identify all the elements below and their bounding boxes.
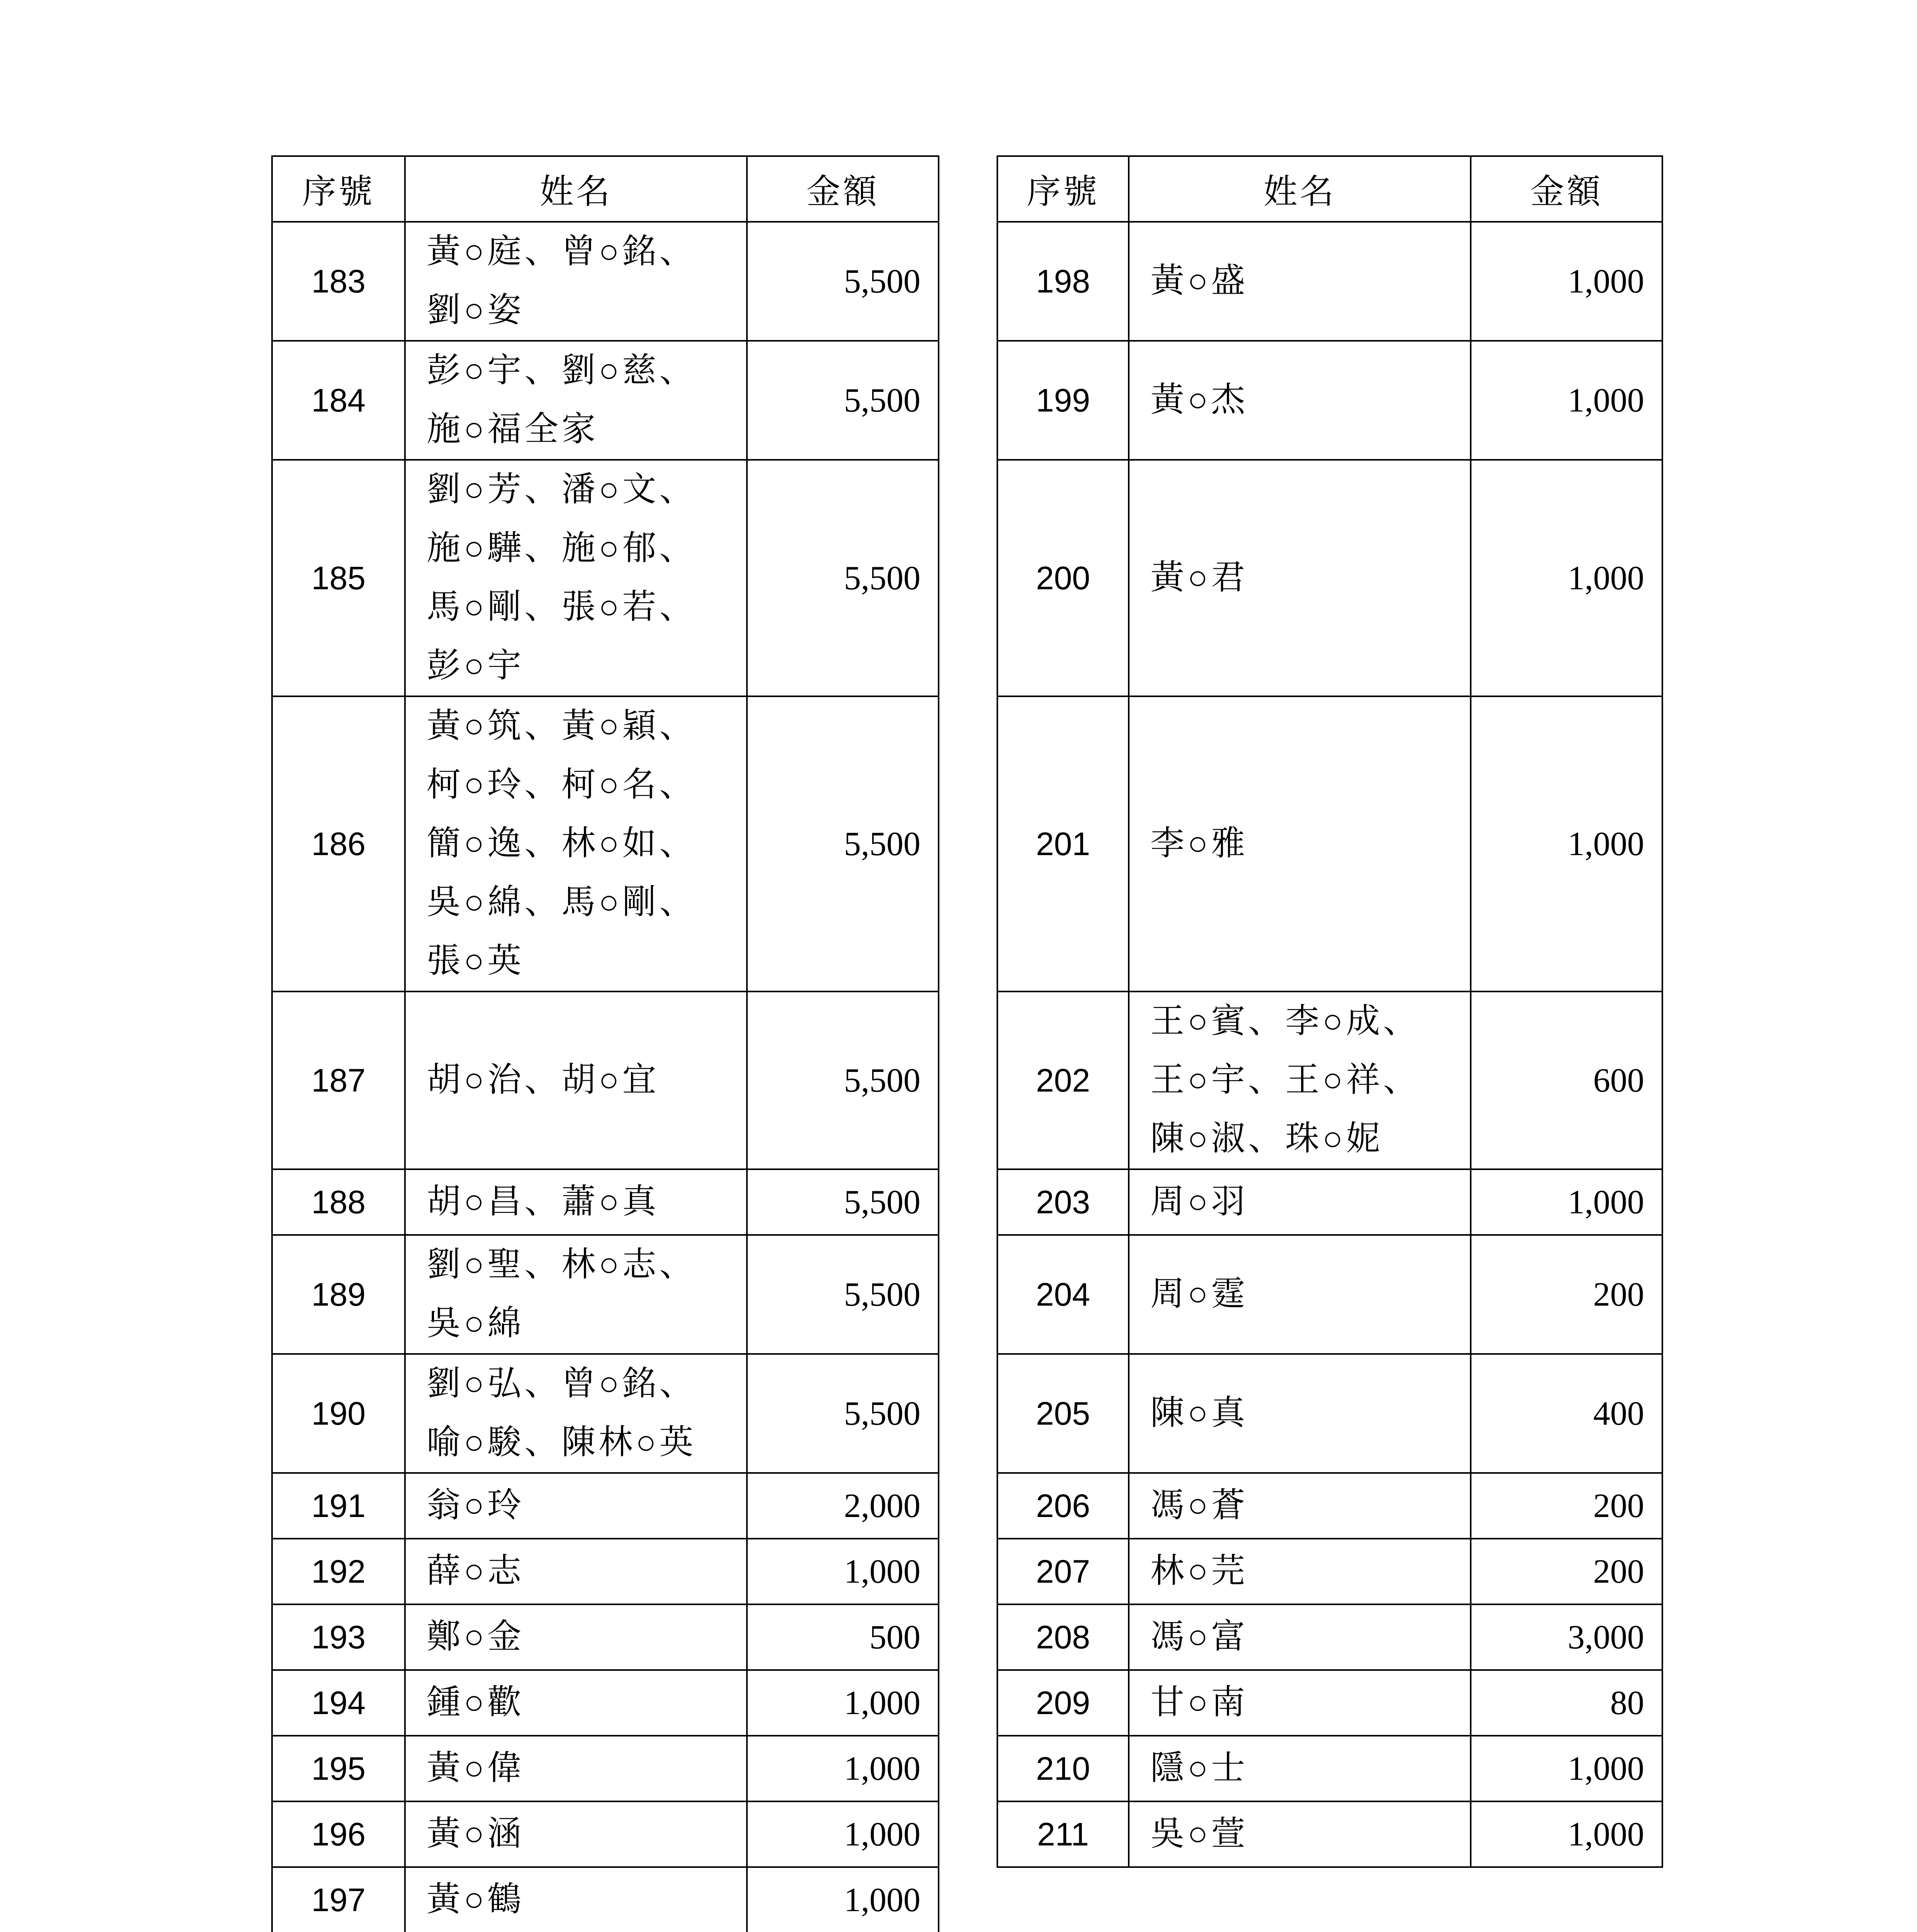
left-donor-names-cell — [405, 1670, 747, 1736]
right-donor-names-cell — [1129, 696, 1471, 992]
table-gap — [939, 1801, 997, 1867]
left-donor-names-cell — [405, 1473, 747, 1539]
serial-number: 191 — [311, 1487, 366, 1524]
right-serial-number-cell — [997, 1539, 1129, 1604]
left-donor-names-cell — [405, 1235, 747, 1354]
donor-name-line: 黃○君 — [1150, 559, 1249, 597]
left-donation-amount-cell — [747, 460, 939, 696]
left-serial-number-cell — [272, 1736, 405, 1801]
table-gap — [939, 1539, 997, 1604]
left-donation-amount-cell — [747, 696, 939, 992]
right-serial-number-cell — [997, 460, 1129, 696]
donation-amount: 1,000 — [1568, 559, 1644, 597]
donor-name-line: 劉○聖、林○志、 — [427, 1246, 697, 1284]
left-header-amount: 金額 — [747, 156, 939, 222]
right-donation-amount-cell — [1471, 222, 1662, 341]
donation-amount: 5,500 — [844, 1183, 920, 1221]
serial-number: 193 — [311, 1619, 366, 1655]
donor-name-line: 黃○杰 — [1150, 381, 1249, 419]
donor-name-line: 劉○弘、曾○銘、 — [427, 1365, 697, 1403]
right-serial-number-cell — [997, 1670, 1129, 1736]
donation-amount: 1,000 — [1568, 1750, 1644, 1787]
right-donor-names-cell — [1129, 341, 1471, 460]
left-donation-amount-cell — [747, 1604, 939, 1670]
table-row — [272, 341, 1662, 460]
right-serial-number-cell — [997, 1169, 1129, 1235]
left-donor-names-cell — [405, 1169, 747, 1235]
table-row — [272, 1736, 1662, 1801]
donor-name-line: 黃○鶴 — [427, 1881, 525, 1918]
donation-amount: 1,000 — [1568, 1815, 1644, 1853]
serial-number: 186 — [311, 825, 366, 862]
donor-name-line: 吳○綿 — [427, 1305, 525, 1342]
table-gap — [939, 1169, 997, 1235]
left-donation-amount-cell — [747, 1473, 939, 1539]
donation-amount: 1,000 — [844, 1684, 920, 1722]
table-body — [272, 222, 1662, 1932]
right-serial-number-cell — [997, 1604, 1129, 1670]
serial-number: 185 — [311, 560, 366, 596]
left-donor-names-cell — [405, 341, 747, 460]
donation-amount: 200 — [1593, 1487, 1644, 1525]
table-gap — [939, 460, 997, 696]
left-serial-number-cell — [272, 1169, 405, 1235]
table-gap — [939, 1867, 997, 1932]
right-serial-number-cell — [997, 1354, 1129, 1473]
donation-amount: 1,000 — [844, 1815, 920, 1853]
left-donation-amount-cell — [747, 1736, 939, 1801]
right-donor-names-cell — [1129, 1473, 1471, 1539]
table-row — [272, 1539, 1662, 1604]
donor-name-line: 鍾○歡 — [427, 1684, 525, 1721]
serial-number: 199 — [1036, 382, 1090, 418]
donation-amount: 200 — [1593, 1553, 1644, 1590]
right-header-name: 姓名 — [1129, 156, 1471, 222]
serial-number: 202 — [1036, 1062, 1090, 1099]
table-gap — [939, 696, 997, 992]
donor-name-line: 周○羽 — [1150, 1183, 1249, 1221]
left-donor-names-cell — [405, 1354, 747, 1473]
donor-name-line: 甘○南 — [1150, 1684, 1249, 1721]
right-serial-number-cell — [997, 992, 1129, 1169]
right-donor-names-cell — [1129, 1235, 1471, 1354]
table-gap — [939, 341, 997, 460]
table-row — [272, 992, 1662, 1169]
right-donor-names-cell — [1129, 1169, 1471, 1235]
serial-number: 210 — [1036, 1750, 1090, 1787]
left-serial-number-cell — [272, 1473, 405, 1539]
donor-name-line: 劉○姿 — [427, 292, 525, 329]
donation-amount: 5,500 — [844, 381, 920, 419]
table-row — [272, 222, 1662, 341]
serial-number: 194 — [311, 1684, 366, 1721]
table-row — [272, 1235, 1662, 1354]
serial-number: 187 — [311, 1062, 366, 1099]
right-donor-names-cell — [1129, 1670, 1471, 1736]
donor-name-line: 胡○治、胡○宜 — [427, 1061, 660, 1099]
left-serial-number-cell — [272, 992, 405, 1169]
table-row — [272, 696, 1662, 992]
serial-number: 197 — [311, 1881, 366, 1918]
donation-amount: 1,000 — [1568, 1183, 1644, 1221]
table-row — [272, 1473, 1662, 1539]
serial-number: 190 — [311, 1395, 366, 1432]
donor-name-line: 王○賓、李○成、 — [1150, 1003, 1420, 1040]
serial-number: 195 — [311, 1750, 366, 1787]
left-donor-names-cell — [405, 1736, 747, 1801]
donation-amount: 5,500 — [844, 825, 920, 863]
serial-number: 189 — [311, 1276, 366, 1313]
left-donation-amount-cell — [747, 1539, 939, 1604]
donor-name-line: 馮○富 — [1150, 1618, 1249, 1656]
donation-amount: 1,000 — [1568, 262, 1644, 300]
right-donor-names-cell — [1129, 1801, 1471, 1867]
right-serial-number-cell — [997, 696, 1129, 992]
left-donor-names-cell — [405, 1604, 747, 1670]
table-gap — [939, 1604, 997, 1670]
serial-number: 207 — [1036, 1553, 1090, 1590]
left-serial-number-cell — [272, 1539, 405, 1604]
donation-amount: 400 — [1593, 1395, 1644, 1432]
left-donation-amount-cell — [747, 1801, 939, 1867]
table-gap — [939, 1670, 997, 1736]
donor-name-line: 馮○蒼 — [1150, 1487, 1249, 1524]
donor-name-line: 吳○萱 — [1150, 1815, 1249, 1853]
table-header-row — [272, 156, 1662, 222]
donation-amount: 3,000 — [1568, 1618, 1644, 1656]
donation-amount: 2,000 — [844, 1487, 920, 1525]
serial-number: 183 — [311, 263, 366, 299]
left-header-name: 姓名 — [405, 156, 747, 222]
table-row — [272, 1670, 1662, 1736]
right-empty-cell — [1471, 1867, 1662, 1932]
donation-amount: 600 — [1593, 1061, 1644, 1099]
right-donation-amount-cell — [1471, 1670, 1662, 1736]
donor-name-line: 黃○涵 — [427, 1815, 525, 1853]
donor-name-line: 胡○昌、蕭○真 — [427, 1183, 660, 1221]
left-donor-names-cell — [405, 1539, 747, 1604]
right-donation-amount-cell — [1471, 1235, 1662, 1354]
left-donation-amount-cell — [747, 992, 939, 1169]
serial-number: 203 — [1036, 1184, 1090, 1220]
right-donor-names-cell — [1129, 1539, 1471, 1604]
table-gap — [939, 1736, 997, 1801]
donor-name-line: 喻○駿、陳林○英 — [427, 1424, 697, 1461]
donation-list-table — [271, 155, 1663, 1932]
donor-name-line: 薛○志 — [427, 1553, 525, 1590]
left-donor-names-cell — [405, 1867, 747, 1932]
serial-number: 184 — [311, 382, 366, 418]
left-donation-amount-cell — [747, 1235, 939, 1354]
donor-name-line: 簡○逸、林○如、 — [427, 825, 697, 862]
donation-amount: 1,000 — [1568, 825, 1644, 863]
donor-name-line: 隱○士 — [1150, 1750, 1249, 1787]
donation-amount: 500 — [869, 1618, 920, 1656]
table-row — [272, 460, 1662, 696]
serial-number: 205 — [1036, 1395, 1090, 1432]
donor-name-line: 翁○玲 — [427, 1487, 525, 1524]
table-gap — [939, 222, 997, 341]
table-row — [272, 1867, 1662, 1932]
table-gap — [939, 992, 997, 1169]
left-donor-names-cell — [405, 696, 747, 992]
left-serial-number-cell — [272, 1354, 405, 1473]
left-serial-number-cell — [272, 460, 405, 696]
left-serial-number-cell — [272, 1801, 405, 1867]
donor-name-line: 黃○盛 — [1150, 262, 1249, 300]
right-donation-amount-cell — [1471, 992, 1662, 1169]
donor-name-line: 黃○筑、黃○穎、 — [427, 707, 697, 745]
left-serial-number-cell — [272, 222, 405, 341]
right-donation-amount-cell — [1471, 1473, 1662, 1539]
right-donor-names-cell — [1129, 1604, 1471, 1670]
serial-number: 188 — [311, 1184, 366, 1220]
left-serial-number-cell — [272, 1670, 405, 1736]
right-donor-names-cell — [1129, 992, 1471, 1169]
left-donation-amount-cell — [747, 1169, 939, 1235]
donor-name-line: 林○芫 — [1150, 1553, 1249, 1590]
table-row — [272, 1604, 1662, 1670]
serial-number: 196 — [311, 1816, 366, 1852]
left-serial-number-cell — [272, 696, 405, 992]
donation-amount: 1,000 — [844, 1750, 920, 1787]
left-serial-number-cell — [272, 1235, 405, 1354]
donor-name-line: 黃○庭、曾○銘、 — [427, 233, 697, 270]
donor-name-line: 周○霆 — [1150, 1276, 1249, 1313]
table-row — [272, 1354, 1662, 1473]
right-serial-number-cell — [997, 1235, 1129, 1354]
table-gap — [939, 1235, 997, 1354]
right-donor-names-cell — [1129, 1354, 1471, 1473]
donor-name-line: 劉○芳、潘○文、 — [427, 471, 697, 509]
right-empty-cell — [1129, 1867, 1471, 1932]
table-gap — [939, 1473, 997, 1539]
donor-name-line: 施○福全家 — [427, 411, 599, 448]
donor-name-line: 張○英 — [427, 942, 525, 980]
serial-number: 209 — [1036, 1684, 1090, 1721]
right-donation-amount-cell — [1471, 1354, 1662, 1473]
left-donation-amount-cell — [747, 1354, 939, 1473]
right-donation-amount-cell — [1471, 1604, 1662, 1670]
right-donor-names-cell — [1129, 1736, 1471, 1801]
table-row — [272, 1169, 1662, 1235]
donor-name-line: 黃○偉 — [427, 1750, 525, 1787]
donor-name-line: 王○宇、王○祥、 — [1150, 1061, 1420, 1099]
donor-name-line: 吳○綿、馬○剛、 — [427, 884, 697, 921]
donor-name-line: 鄭○金 — [427, 1618, 525, 1656]
right-donation-amount-cell — [1471, 696, 1662, 992]
right-serial-number-cell — [997, 222, 1129, 341]
left-donor-names-cell — [405, 1801, 747, 1867]
left-donation-amount-cell — [747, 222, 939, 341]
donation-amount: 5,500 — [844, 1276, 920, 1313]
table-row — [272, 1801, 1662, 1867]
right-donor-names-cell — [1129, 460, 1471, 696]
serial-number: 208 — [1036, 1619, 1090, 1655]
donation-amount: 1,000 — [1568, 381, 1644, 419]
donation-amount: 80 — [1610, 1684, 1644, 1722]
right-empty-cell — [997, 1867, 1129, 1932]
right-header-amount: 金額 — [1471, 156, 1662, 222]
left-serial-number-cell — [272, 1867, 405, 1932]
donor-name-line: 馬○剛、張○若、 — [427, 588, 697, 626]
serial-number: 198 — [1036, 263, 1090, 299]
left-donor-names-cell — [405, 222, 747, 341]
right-donor-names-cell — [1129, 222, 1471, 341]
right-serial-number-cell — [997, 1801, 1129, 1867]
serial-number: 206 — [1036, 1487, 1090, 1524]
serial-number: 211 — [1037, 1816, 1089, 1852]
donation-amount: 1,000 — [844, 1553, 920, 1590]
donor-name-line: 陳○淑、珠○妮 — [1150, 1120, 1383, 1158]
serial-number: 192 — [311, 1553, 366, 1590]
donation-amount: 200 — [1593, 1276, 1644, 1313]
right-donation-amount-cell — [1471, 1169, 1662, 1235]
right-donation-amount-cell — [1471, 1539, 1662, 1604]
donor-name-line: 柯○玲、柯○名、 — [427, 766, 697, 804]
donation-amount: 5,500 — [844, 262, 920, 300]
serial-number: 200 — [1036, 560, 1090, 596]
donor-name-line: 施○驊、施○郁、 — [427, 530, 697, 567]
right-header-number: 序號 — [997, 156, 1129, 222]
table-gap — [939, 1354, 997, 1473]
left-donation-amount-cell — [747, 341, 939, 460]
donation-amount: 5,500 — [844, 1061, 920, 1099]
right-serial-number-cell — [997, 341, 1129, 460]
right-donation-amount-cell — [1471, 1736, 1662, 1801]
serial-number: 201 — [1036, 825, 1090, 862]
donation-amount: 5,500 — [844, 1395, 920, 1432]
donor-name-line: 李○雅 — [1150, 825, 1249, 862]
left-donor-names-cell — [405, 460, 747, 696]
donor-name-line: 陳○真 — [1150, 1395, 1249, 1432]
left-header-number: 序號 — [272, 156, 405, 222]
left-donor-names-cell — [405, 992, 747, 1169]
left-donation-amount-cell — [747, 1670, 939, 1736]
right-donation-amount-cell — [1471, 460, 1662, 696]
table-gap — [939, 156, 997, 222]
donor-name-line: 彭○宇 — [427, 647, 525, 685]
donor-name-line: 彭○宇、劉○慈、 — [427, 352, 697, 389]
serial-number: 204 — [1036, 1276, 1090, 1313]
right-donation-amount-cell — [1471, 1801, 1662, 1867]
left-serial-number-cell — [272, 341, 405, 460]
left-donation-amount-cell — [747, 1867, 939, 1932]
donation-amount: 1,000 — [844, 1881, 920, 1919]
right-donation-amount-cell — [1471, 341, 1662, 460]
right-serial-number-cell — [997, 1736, 1129, 1801]
left-serial-number-cell — [272, 1604, 405, 1670]
right-serial-number-cell — [997, 1473, 1129, 1539]
donation-amount: 5,500 — [844, 559, 920, 597]
